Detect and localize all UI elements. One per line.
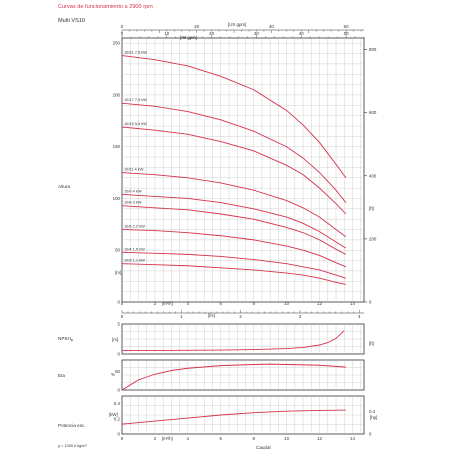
power-plot — [58, 396, 377, 450]
npsh-y-unit-right: [ft] — [369, 341, 374, 346]
head-plot — [58, 22, 377, 319]
npsh-y-unit-left: [m] — [112, 337, 119, 342]
bottom-lps-tick-label: 2 — [239, 314, 242, 319]
x-tick-label: 12 — [317, 301, 322, 306]
y-tick-label: 0.4 — [113, 401, 120, 407]
xlabel: Caudal — [256, 445, 271, 450]
top-imgpm-tick-label: 40 — [298, 31, 304, 36]
npsh-series-line — [122, 331, 344, 351]
head-series-line — [122, 103, 346, 202]
y-tick-label: 50 — [115, 368, 120, 374]
bottom-lps-tick-label: 1 — [180, 314, 183, 319]
head-curves — [122, 50, 346, 285]
y-tick-label: 250 — [112, 40, 120, 46]
density-note: ρ = 1000,0 kg/m³ — [58, 444, 87, 448]
x-tick-label: 14 — [350, 301, 355, 306]
npsh-ylabel-main: NPSH — [58, 336, 71, 341]
y-tick-label: 0 — [117, 351, 120, 357]
y-tick-label: 150 — [112, 144, 120, 150]
x-tick-label: 6 — [219, 436, 223, 441]
chart-title: Curvas de funcionamiento a 2900 rpm — [58, 4, 153, 10]
y-right-tick-label: 0 — [369, 431, 372, 437]
x-tick-label: 0 — [120, 301, 124, 306]
y-tick-label: 50 — [115, 247, 120, 253]
head-series-line — [122, 127, 346, 214]
top-usgpm-tick-label: 0 — [120, 24, 124, 29]
bottom-lps-tick-label: 3 — [298, 314, 302, 319]
power-m3h-label: [m³/h] — [162, 436, 173, 441]
head-series-line — [122, 56, 346, 178]
power-y-unit-right: [hp] — [370, 415, 378, 420]
top-imgpm-label: [IM gpm] — [180, 35, 198, 40]
y-tick-label: 5 — [117, 321, 120, 327]
top-imgpm-tick-label: 10 — [164, 31, 170, 36]
series-label: 10/8 3 kW — [124, 199, 142, 205]
head-axes — [113, 24, 377, 319]
npsh-ylabel — [58, 336, 74, 343]
x-tick-label: 2 — [153, 301, 157, 306]
top-usgpm-tick-label: 20 — [194, 24, 200, 29]
bottom-lps-label: [l/s] — [208, 313, 215, 318]
eta-y-unit-left: % — [111, 372, 115, 377]
power-ylabel: Potencia esc. — [58, 423, 86, 428]
series-label: 10/17 7,5 kW — [124, 97, 147, 103]
head-grid — [122, 38, 364, 302]
top-usgpm-tick-label: 40 — [268, 24, 274, 29]
npsh-ylabel-sub: R — [70, 338, 74, 343]
y-tick-label: 0 — [117, 387, 120, 393]
y-right-tick-label: 800 — [369, 47, 377, 53]
head-y-unit-right: [ft] — [369, 206, 374, 211]
power-y-unit-left: [kW] — [109, 412, 118, 417]
y-tick-label: 200 — [112, 92, 120, 98]
x-tick-label: 2 — [153, 436, 157, 441]
eta-ylabel: Eta — [58, 373, 65, 378]
eta-series-line — [122, 364, 346, 390]
x-tick-label: 8 — [252, 436, 255, 441]
series-label: 10/11 4 kW — [124, 166, 144, 172]
x-tick-label: 10 — [284, 301, 290, 306]
head-series-line — [122, 230, 346, 267]
model-label: Multi VS10 — [58, 18, 86, 24]
x-tick-label: 10 — [284, 436, 290, 441]
series-label: 10/4 1,5 kW — [124, 246, 145, 252]
top-usgpm-tick-label: 60 — [343, 24, 349, 29]
y-tick-label: 0.2 — [113, 416, 120, 422]
power-series-line — [122, 410, 346, 424]
series-label: 10/9 4 kW — [124, 188, 142, 194]
head-ylabel: Altura — [58, 184, 71, 189]
series-label: 10/3 1,1 kW — [124, 257, 145, 263]
x-tick-label: 12 — [317, 436, 322, 441]
y-right-tick-label: 200 — [369, 236, 377, 242]
x-tick-label: 0 — [120, 436, 124, 441]
y-right-tick-label: 0.4 — [369, 408, 376, 414]
eta-axes — [115, 369, 120, 393]
y-tick-label: 0 — [117, 299, 120, 305]
top-imgpm-tick-label: 50 — [343, 31, 349, 36]
y-tick-label: 0 — [117, 431, 120, 437]
x-tick-label: 4 — [186, 436, 190, 441]
top-imgpm-tick-label: 0 — [120, 31, 124, 36]
bottom-lps-tick-label: 0 — [120, 314, 124, 319]
head-y-unit-left: [m] — [115, 270, 122, 275]
top-usgpm-label: [US gpm] — [228, 22, 247, 27]
top-imgpm-tick-label: 30 — [253, 31, 259, 36]
head-series-line — [122, 252, 346, 278]
eta-curves — [122, 364, 346, 390]
head-m3h-label: [m³/h] — [162, 301, 173, 306]
x-tick-label: 6 — [219, 301, 223, 306]
eta-plot — [58, 360, 364, 393]
power-curves — [122, 410, 346, 424]
head-series-line — [122, 194, 346, 248]
x-tick-label: 14 — [350, 436, 355, 441]
y-right-tick-label: 0 — [369, 299, 372, 305]
power-grid — [122, 396, 364, 434]
y-right-tick-label: 600 — [369, 110, 377, 116]
y-tick-label: 100 — [112, 195, 120, 201]
x-tick-label: 4 — [186, 301, 190, 306]
series-label: 10/21 7,5 kW — [124, 49, 147, 55]
series-label: 10/15 5,5 kW — [124, 121, 147, 127]
top-imgpm-tick-label: 20 — [209, 31, 215, 36]
bottom-lps-tick-label: 4 — [358, 314, 361, 319]
npsh-plot — [58, 322, 374, 357]
npsh-curves — [122, 331, 344, 351]
x-tick-label: 8 — [252, 301, 255, 306]
series-label: 10/6 2,2 kW — [124, 223, 145, 229]
y-right-tick-label: 400 — [369, 173, 377, 179]
